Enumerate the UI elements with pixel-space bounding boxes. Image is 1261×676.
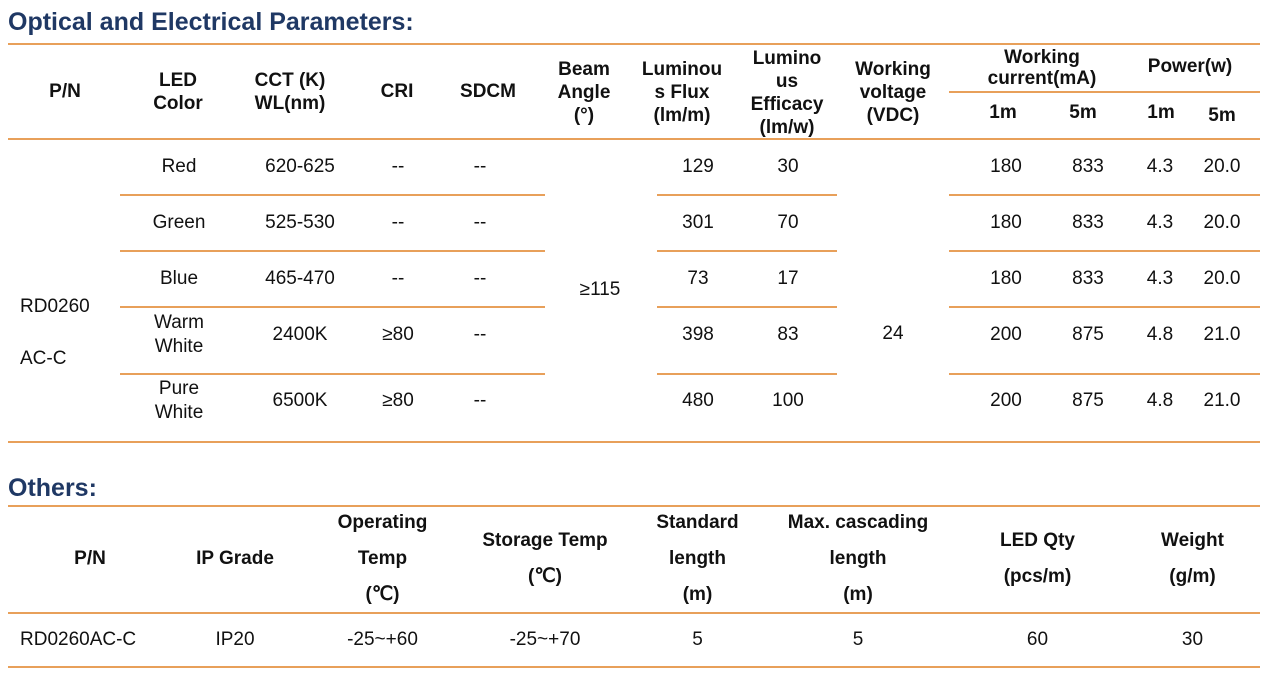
cell-led-color: Blue — [159, 268, 199, 289]
others-cell-op-temp: -25~+60 — [347, 629, 418, 650]
header-led-color-1: LED — [159, 70, 197, 91]
header-voltage-3: (VDC) — [866, 105, 920, 126]
others-header-std-len-3: (m) — [682, 584, 713, 605]
others-cell-led-qty: 60 — [1026, 629, 1049, 650]
others-header-st-temp-2: (℃) — [528, 566, 562, 587]
cell-power-5m: 20.0 — [1203, 156, 1241, 177]
header-flux-3: (lm/m) — [653, 105, 711, 126]
cell-current-1m: 200 — [990, 390, 1022, 411]
others-cell-weight: 30 — [1181, 629, 1204, 650]
header-cct-1: CCT (K) — [254, 70, 326, 91]
cell-efficacy: 70 — [777, 212, 799, 233]
header-sdcm: SDCM — [460, 81, 516, 102]
cell-flux: 480 — [682, 390, 714, 411]
header-power-5m: 5m — [1208, 105, 1236, 126]
others-cell-ip: IP20 — [215, 629, 255, 650]
row-separator-rule — [657, 373, 837, 375]
cell-efficacy: 17 — [777, 268, 799, 289]
others-header-max-casc-1: Max. cascading — [787, 512, 929, 533]
others-header-weight-2: (g/m) — [1169, 566, 1216, 587]
cell-cct: 465-470 — [265, 268, 335, 289]
cell-current-5m: 875 — [1072, 390, 1104, 411]
beam-angle-value: ≥115 — [579, 279, 621, 300]
row-separator-rule — [120, 373, 545, 375]
cell-cri: ≥80 — [382, 390, 414, 411]
cell-current-1m: 180 — [990, 268, 1022, 289]
cell-current-5m: 833 — [1072, 268, 1104, 289]
others-table-bottom-rule — [8, 666, 1260, 668]
cell-led-color: Red — [161, 156, 197, 177]
optical-header-bottom-rule — [8, 138, 1260, 140]
cell-cct: 620-625 — [265, 156, 335, 177]
cell-flux: 398 — [682, 324, 714, 345]
cell-sdcm: -- — [473, 390, 487, 411]
others-header-bottom-rule — [8, 612, 1260, 614]
header-efficacy-3: Efficacy — [750, 94, 824, 115]
cell-cri: -- — [391, 156, 405, 177]
header-cct-2: WL(nm) — [254, 93, 326, 114]
cell-power-1m: 4.3 — [1146, 212, 1174, 233]
others-header-std-len-1: Standard — [656, 512, 739, 533]
header-flux-1: Luminou — [641, 59, 723, 80]
header-flux-2: s Flux — [654, 82, 710, 103]
cell-power-5m: 20.0 — [1203, 212, 1241, 233]
row-separator-rule — [949, 306, 1260, 308]
others-table-top-rule — [8, 505, 1260, 507]
cell-current-5m: 833 — [1072, 212, 1104, 233]
cell-sdcm: -- — [473, 268, 487, 289]
optical-table-top-rule — [8, 43, 1260, 45]
header-beam-1: Beam — [558, 59, 610, 80]
others-header-pn: P/N — [74, 548, 106, 569]
header-current-1m: 1m — [989, 102, 1017, 123]
cell-led-color: Pure — [158, 378, 200, 399]
others-section-title: Others: — [8, 474, 97, 502]
cell-flux: 129 — [682, 156, 714, 177]
cell-efficacy: 83 — [777, 324, 799, 345]
others-header-std-len-2: length — [669, 548, 726, 569]
others-cell-std-len: 5 — [692, 629, 703, 650]
header-cri: CRI — [380, 81, 414, 102]
row-separator-rule — [120, 306, 545, 308]
cell-sdcm: -- — [473, 156, 487, 177]
header-current-2: current(mA) — [987, 68, 1097, 89]
others-header-led-qty-2: (pcs/m) — [1003, 566, 1072, 587]
cell-current-1m: 200 — [990, 324, 1022, 345]
others-header-max-casc-3: (m) — [843, 584, 873, 605]
others-cell-st-temp: -25~+70 — [509, 629, 581, 650]
cell-cct: 525-530 — [265, 212, 335, 233]
cell-sdcm: -- — [473, 212, 487, 233]
cell-sdcm: -- — [473, 324, 487, 345]
optical-section-title: Optical and Electrical Parameters: — [8, 8, 414, 36]
header-led-color-2: Color — [153, 93, 203, 114]
voltage-value: 24 — [882, 323, 904, 344]
header-pn: P/N — [49, 81, 81, 102]
header-efficacy-4: (lm/w) — [759, 117, 815, 138]
cell-led-color: Green — [152, 212, 206, 233]
others-cell-pn: RD0260AC-C — [20, 629, 137, 650]
cell-current-1m: 180 — [990, 156, 1022, 177]
header-beam-3: (°) — [573, 105, 595, 126]
cell-efficacy: 30 — [777, 156, 799, 177]
row-separator-rule — [120, 250, 545, 252]
row-separator-rule — [120, 194, 545, 196]
others-header-led-qty-1: LED Qty — [1000, 530, 1075, 551]
header-power: Power(w) — [1147, 56, 1233, 77]
current-power-subheader-rule — [949, 91, 1260, 93]
cell-cri: -- — [391, 268, 405, 289]
cell-cri: -- — [391, 212, 405, 233]
others-header-op-temp-1: Operating — [337, 512, 428, 533]
cell-led-color: Warm — [154, 312, 204, 333]
others-header-st-temp-1: Storage Temp — [482, 530, 608, 551]
cell-efficacy: 100 — [772, 390, 804, 411]
cell-cct: 6500K — [272, 390, 328, 411]
others-header-op-temp-2: Temp — [357, 548, 408, 569]
cell-current-5m: 833 — [1072, 156, 1104, 177]
cell-power-1m: 4.3 — [1146, 268, 1174, 289]
cell-flux: 301 — [682, 212, 714, 233]
row-separator-rule — [949, 194, 1260, 196]
cell-led-color: White — [154, 336, 204, 357]
header-efficacy-2: us — [775, 71, 799, 92]
cell-flux: 73 — [687, 268, 709, 289]
row-separator-rule — [657, 250, 837, 252]
cell-power-5m: 21.0 — [1203, 390, 1241, 411]
others-header-weight-1: Weight — [1161, 530, 1224, 551]
header-voltage-1: Working — [855, 59, 931, 80]
header-voltage-2: voltage — [859, 82, 927, 103]
pn-line-1: RD0260 — [20, 296, 90, 317]
pn-line-2: AC-C — [20, 348, 67, 369]
optical-table-bottom-rule — [8, 441, 1260, 443]
header-current-5m: 5m — [1069, 102, 1097, 123]
row-separator-rule — [657, 194, 837, 196]
cell-power-1m: 4.3 — [1146, 156, 1174, 177]
row-separator-rule — [657, 306, 837, 308]
cell-led-color: White — [154, 402, 204, 423]
header-beam-2: Angle — [557, 82, 611, 103]
cell-power-1m: 4.8 — [1146, 390, 1174, 411]
cell-power-5m: 20.0 — [1203, 268, 1241, 289]
others-header-max-casc-2: length — [829, 548, 887, 569]
header-power-1m: 1m — [1147, 102, 1175, 123]
others-header-op-temp-3: (℃) — [365, 584, 400, 605]
header-current-1: Working — [1004, 47, 1080, 68]
row-separator-rule — [949, 250, 1260, 252]
row-separator-rule — [949, 373, 1260, 375]
others-header-ip: IP Grade — [196, 548, 274, 569]
cell-cct: 2400K — [272, 324, 328, 345]
cell-power-1m: 4.8 — [1146, 324, 1174, 345]
cell-power-5m: 21.0 — [1203, 324, 1241, 345]
cell-current-5m: 875 — [1072, 324, 1104, 345]
others-cell-max-casc: 5 — [852, 629, 864, 650]
cell-current-1m: 180 — [990, 212, 1022, 233]
header-efficacy-1: Lumino — [752, 48, 822, 69]
cell-cri: ≥80 — [382, 324, 414, 345]
